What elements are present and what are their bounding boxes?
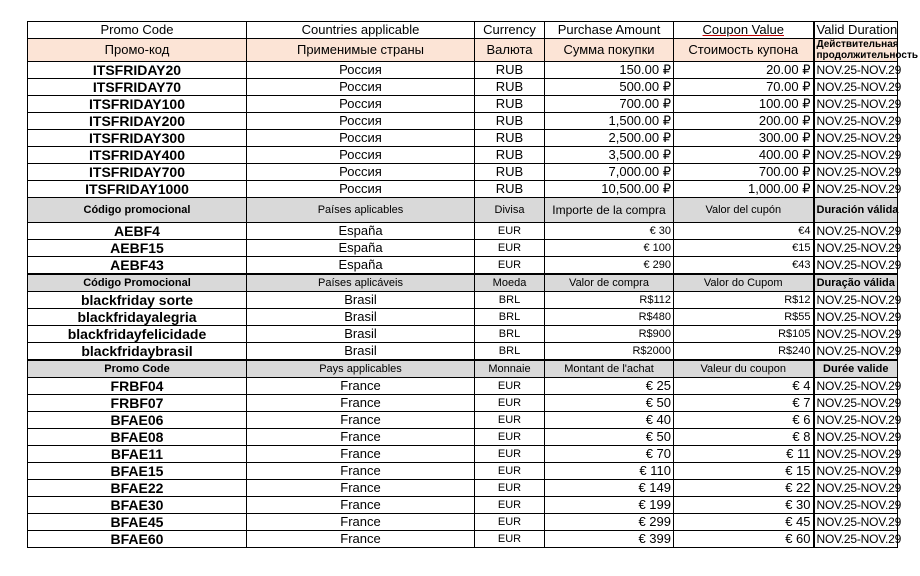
header-coupon: Valor del cupón bbox=[674, 198, 814, 223]
promo-code-cell: ITSFRIDAY20 bbox=[28, 62, 247, 79]
coupon-value-cell: € 11 bbox=[674, 446, 814, 463]
header-coupon: Стоимость купона bbox=[674, 39, 814, 62]
currency-cell: RUB bbox=[475, 62, 545, 79]
purchase-amount-cell: € 30 bbox=[545, 223, 674, 240]
header-duration: Valid Duration bbox=[814, 22, 898, 39]
header-promo-code: Промо-код bbox=[28, 39, 247, 62]
country-cell: France bbox=[247, 514, 475, 531]
header-purchase: Montant de l'achat bbox=[545, 360, 674, 378]
country-cell: France bbox=[247, 429, 475, 446]
header-currency: Currency bbox=[475, 22, 545, 39]
currency-cell: RUB bbox=[475, 164, 545, 181]
header-duration: Durée valide bbox=[814, 360, 898, 378]
valid-duration-cell: NOV.25-NOV.29 bbox=[814, 429, 898, 446]
country-cell: Россия bbox=[247, 181, 475, 198]
table-row bbox=[28, 223, 898, 240]
header-promo-code: Promo Code bbox=[28, 22, 247, 39]
coupon-value-cell: €43 bbox=[674, 257, 814, 275]
table-row bbox=[28, 326, 898, 343]
purchase-amount-cell: € 199 bbox=[545, 497, 674, 514]
promo-code-cell: BFAE08 bbox=[28, 429, 247, 446]
country-cell: Россия bbox=[247, 113, 475, 130]
currency-cell: EUR bbox=[475, 514, 545, 531]
currency-cell: RUB bbox=[475, 96, 545, 113]
currency-cell: RUB bbox=[475, 113, 545, 130]
promo-code-cell: ITSFRIDAY1000 bbox=[28, 181, 247, 198]
valid-duration-cell: NOV.25-NOV.29 bbox=[814, 497, 898, 514]
valid-duration-cell: NOV.25-NOV.29 bbox=[814, 79, 898, 96]
valid-duration-cell: NOV.25-NOV.29 bbox=[814, 147, 898, 164]
header-row-pt bbox=[28, 274, 898, 292]
coupon-value-cell: 400.00 ₽ bbox=[674, 147, 814, 164]
purchase-amount-cell: € 110 bbox=[545, 463, 674, 480]
promo-code-cell: ITSFRIDAY200 bbox=[28, 113, 247, 130]
valid-duration-cell: NOV.25-NOV.29 bbox=[814, 531, 898, 548]
promo-code-cell: BFAE45 bbox=[28, 514, 247, 531]
table-row bbox=[28, 446, 898, 463]
header-countries: Países aplicáveis bbox=[247, 274, 475, 292]
currency-cell: EUR bbox=[475, 240, 545, 257]
currency-cell: EUR bbox=[475, 412, 545, 429]
header-countries: Países aplicables bbox=[247, 198, 475, 223]
purchase-amount-cell: 500.00 ₽ bbox=[545, 79, 674, 96]
coupon-value-cell: 20.00 ₽ bbox=[674, 62, 814, 79]
country-cell: France bbox=[247, 395, 475, 412]
coupon-value-cell: € 8 bbox=[674, 429, 814, 446]
valid-duration-cell: NOV.25-NOV.29 bbox=[814, 378, 898, 395]
valid-duration-cell: NOV.25-NOV.29 bbox=[814, 309, 898, 326]
header-coupon: Valeur du coupon bbox=[674, 360, 814, 378]
purchase-amount-cell: € 399 bbox=[545, 531, 674, 548]
table-row bbox=[28, 113, 898, 130]
purchase-amount-cell: € 40 bbox=[545, 412, 674, 429]
country-cell: Brasil bbox=[247, 292, 475, 309]
table-row bbox=[28, 181, 898, 198]
coupon-value-cell: € 45 bbox=[674, 514, 814, 531]
coupon-value-cell: € 4 bbox=[674, 378, 814, 395]
promo-code-cell: ITSFRIDAY400 bbox=[28, 147, 247, 164]
promo-code-cell: FRBF07 bbox=[28, 395, 247, 412]
currency-cell: EUR bbox=[475, 378, 545, 395]
currency-cell: RUB bbox=[475, 79, 545, 96]
purchase-amount-cell: 150.00 ₽ bbox=[545, 62, 674, 79]
coupon-value-cell: € 22 bbox=[674, 480, 814, 497]
table-row bbox=[28, 463, 898, 480]
country-cell: Россия bbox=[247, 96, 475, 113]
promo-code-cell: blackfriday sorte bbox=[28, 292, 247, 309]
country-cell: Brasil bbox=[247, 309, 475, 326]
country-cell: España bbox=[247, 223, 475, 240]
purchase-amount-cell: R$480 bbox=[545, 309, 674, 326]
header-countries: Применимые страны bbox=[247, 39, 475, 62]
country-cell: Россия bbox=[247, 164, 475, 181]
header-duration: Действительная продолжительность bbox=[814, 39, 898, 62]
table-row bbox=[28, 79, 898, 96]
currency-cell: RUB bbox=[475, 130, 545, 147]
header-coupon: Valor do Cupom bbox=[674, 274, 814, 292]
coupon-value-cell: € 6 bbox=[674, 412, 814, 429]
valid-duration-cell: NOV.25-NOV.29 bbox=[814, 130, 898, 147]
valid-duration-cell: NOV.25-NOV.29 bbox=[814, 164, 898, 181]
promo-code-cell: ITSFRIDAY300 bbox=[28, 130, 247, 147]
valid-duration-cell: NOV.25-NOV.29 bbox=[814, 480, 898, 497]
country-cell: España bbox=[247, 257, 475, 275]
purchase-amount-cell: 3,500.00 ₽ bbox=[545, 147, 674, 164]
header-row-en bbox=[28, 22, 898, 39]
country-cell: France bbox=[247, 378, 475, 395]
coupon-value-cell: R$240 bbox=[674, 343, 814, 361]
header-purchase: Сумма покупки bbox=[545, 39, 674, 62]
promo-code-cell: blackfridayalegria bbox=[28, 309, 247, 326]
valid-duration-cell: NOV.25-NOV.29 bbox=[814, 223, 898, 240]
header-duration: Duración válida bbox=[814, 198, 898, 223]
country-cell: France bbox=[247, 480, 475, 497]
header-duration: Duração válida bbox=[814, 274, 898, 292]
country-cell: France bbox=[247, 412, 475, 429]
valid-duration-cell: NOV.25-NOV.29 bbox=[814, 113, 898, 130]
table-row bbox=[28, 378, 898, 395]
currency-cell: EUR bbox=[475, 463, 545, 480]
purchase-amount-cell: 7,000.00 ₽ bbox=[545, 164, 674, 181]
header-currency: Divisa bbox=[475, 198, 545, 223]
promo-code-cell: BFAE60 bbox=[28, 531, 247, 548]
purchase-amount-cell: R$2000 bbox=[545, 343, 674, 361]
valid-duration-cell: NOV.25-NOV.29 bbox=[814, 326, 898, 343]
purchase-amount-cell: € 299 bbox=[545, 514, 674, 531]
promo-code-cell: blackfridayfelicidade bbox=[28, 326, 247, 343]
purchase-amount-cell: € 149 bbox=[545, 480, 674, 497]
country-cell: España bbox=[247, 240, 475, 257]
coupon-value-cell: € 15 bbox=[674, 463, 814, 480]
promo-code-cell: BFAE11 bbox=[28, 446, 247, 463]
valid-duration-cell: NOV.25-NOV.29 bbox=[814, 257, 898, 275]
table-row bbox=[28, 395, 898, 412]
header-coupon: Coupon Value bbox=[674, 22, 814, 39]
table-row bbox=[28, 531, 898, 548]
coupon-value-cell: 100.00 ₽ bbox=[674, 96, 814, 113]
purchase-amount-cell: R$900 bbox=[545, 326, 674, 343]
coupon-value-cell: 300.00 ₽ bbox=[674, 130, 814, 147]
table-row bbox=[28, 96, 898, 113]
country-cell: Россия bbox=[247, 130, 475, 147]
purchase-amount-cell: € 50 bbox=[545, 429, 674, 446]
currency-cell: RUB bbox=[475, 147, 545, 164]
valid-duration-cell: NOV.25-NOV.29 bbox=[814, 292, 898, 309]
coupon-value-cell: R$55 bbox=[674, 309, 814, 326]
currency-cell: BRL bbox=[475, 343, 545, 361]
header-row-es bbox=[28, 198, 898, 223]
table-row bbox=[28, 412, 898, 429]
coupon-value-cell: R$105 bbox=[674, 326, 814, 343]
currency-cell: EUR bbox=[475, 446, 545, 463]
coupon-value-cell: €15 bbox=[674, 240, 814, 257]
currency-cell: EUR bbox=[475, 480, 545, 497]
promo-code-cell: BFAE15 bbox=[28, 463, 247, 480]
header-promo-code: Código promocional bbox=[28, 198, 247, 223]
promo-code-cell: ITSFRIDAY700 bbox=[28, 164, 247, 181]
coupon-value-cell: € 60 bbox=[674, 531, 814, 548]
coupon-value-cell: € 7 bbox=[674, 395, 814, 412]
country-cell: France bbox=[247, 446, 475, 463]
header-row-fr bbox=[28, 360, 898, 378]
valid-duration-cell: NOV.25-NOV.29 bbox=[814, 181, 898, 198]
purchase-amount-cell: 2,500.00 ₽ bbox=[545, 130, 674, 147]
table-row bbox=[28, 292, 898, 309]
valid-duration-cell: NOV.25-NOV.29 bbox=[814, 412, 898, 429]
purchase-amount-cell: 700.00 ₽ bbox=[545, 96, 674, 113]
coupon-value-cell: 700.00 ₽ bbox=[674, 164, 814, 181]
country-cell: Brasil bbox=[247, 326, 475, 343]
purchase-amount-cell: € 50 bbox=[545, 395, 674, 412]
promo-code-cell: BFAE06 bbox=[28, 412, 247, 429]
promo-code-cell: FRBF04 bbox=[28, 378, 247, 395]
valid-duration-cell: NOV.25-NOV.29 bbox=[814, 240, 898, 257]
currency-cell: EUR bbox=[475, 531, 545, 548]
coupon-value-cell: 1,000.00 ₽ bbox=[674, 181, 814, 198]
valid-duration-cell: NOV.25-NOV.29 bbox=[814, 446, 898, 463]
header-purchase: Purchase Amount bbox=[545, 22, 674, 39]
country-cell: France bbox=[247, 497, 475, 514]
purchase-amount-cell: € 25 bbox=[545, 378, 674, 395]
valid-duration-cell: NOV.25-NOV.29 bbox=[814, 395, 898, 412]
header-countries: Countries applicable bbox=[247, 22, 475, 39]
header-purchase: Valor de compra bbox=[545, 274, 674, 292]
promo-code-cell: AEBF43 bbox=[28, 257, 247, 275]
valid-duration-cell: NOV.25-NOV.29 bbox=[814, 514, 898, 531]
header-currency: Monnaie bbox=[475, 360, 545, 378]
table-row bbox=[28, 147, 898, 164]
promo-code-cell: BFAE30 bbox=[28, 497, 247, 514]
purchase-amount-cell: 10,500.00 ₽ bbox=[545, 181, 674, 198]
header-promo-code: Código Promocional bbox=[28, 274, 247, 292]
header-promo-code: Promo Code bbox=[28, 360, 247, 378]
purchase-amount-cell: € 70 bbox=[545, 446, 674, 463]
promo-code-cell: ITSFRIDAY70 bbox=[28, 79, 247, 96]
table-row bbox=[28, 343, 898, 361]
header-countries: Pays applicables bbox=[247, 360, 475, 378]
table-row bbox=[28, 130, 898, 147]
valid-duration-cell: NOV.25-NOV.29 bbox=[814, 62, 898, 79]
currency-cell: BRL bbox=[475, 292, 545, 309]
valid-duration-cell: NOV.25-NOV.29 bbox=[814, 463, 898, 480]
header-currency: Moeda bbox=[475, 274, 545, 292]
country-cell: Россия bbox=[247, 79, 475, 96]
table-row bbox=[28, 309, 898, 326]
country-cell: Россия bbox=[247, 62, 475, 79]
table-row bbox=[28, 240, 898, 257]
currency-cell: BRL bbox=[475, 309, 545, 326]
currency-cell: EUR bbox=[475, 223, 545, 240]
coupon-value-cell: €4 bbox=[674, 223, 814, 240]
country-cell: France bbox=[247, 531, 475, 548]
coupon-value-cell: 200.00 ₽ bbox=[674, 113, 814, 130]
table-row bbox=[28, 497, 898, 514]
purchase-amount-cell: € 290 bbox=[545, 257, 674, 275]
promo-code-cell: AEBF4 bbox=[28, 223, 247, 240]
coupon-value-cell: € 30 bbox=[674, 497, 814, 514]
table-row bbox=[28, 257, 898, 275]
table-row bbox=[28, 480, 898, 497]
purchase-amount-cell: R$112 bbox=[545, 292, 674, 309]
country-cell: Россия bbox=[247, 147, 475, 164]
country-cell: Brasil bbox=[247, 343, 475, 361]
currency-cell: EUR bbox=[475, 497, 545, 514]
header-purchase: Importe de la compra bbox=[545, 198, 674, 223]
promo-code-table bbox=[27, 21, 919, 548]
purchase-amount-cell: 1,500.00 ₽ bbox=[545, 113, 674, 130]
valid-duration-cell: NOV.25-NOV.29 bbox=[814, 343, 898, 361]
promo-code-cell: AEBF15 bbox=[28, 240, 247, 257]
currency-cell: EUR bbox=[475, 257, 545, 275]
valid-duration-cell: NOV.25-NOV.29 bbox=[814, 96, 898, 113]
table-row bbox=[28, 514, 898, 531]
table-row bbox=[28, 429, 898, 446]
promo-code-cell: blackfridaybrasil bbox=[28, 343, 247, 361]
country-cell: France bbox=[247, 463, 475, 480]
promo-code-cell: BFAE22 bbox=[28, 480, 247, 497]
currency-cell: RUB bbox=[475, 181, 545, 198]
table-row bbox=[28, 164, 898, 181]
header-row-ru bbox=[28, 39, 898, 62]
table-row bbox=[28, 62, 898, 79]
currency-cell: EUR bbox=[475, 395, 545, 412]
currency-cell: EUR bbox=[475, 429, 545, 446]
currency-cell: BRL bbox=[475, 326, 545, 343]
purchase-amount-cell: € 100 bbox=[545, 240, 674, 257]
header-currency: Валюта bbox=[475, 39, 545, 62]
promo-code-cell: ITSFRIDAY100 bbox=[28, 96, 247, 113]
coupon-value-cell: R$12 bbox=[674, 292, 814, 309]
coupon-value-cell: 70.00 ₽ bbox=[674, 79, 814, 96]
